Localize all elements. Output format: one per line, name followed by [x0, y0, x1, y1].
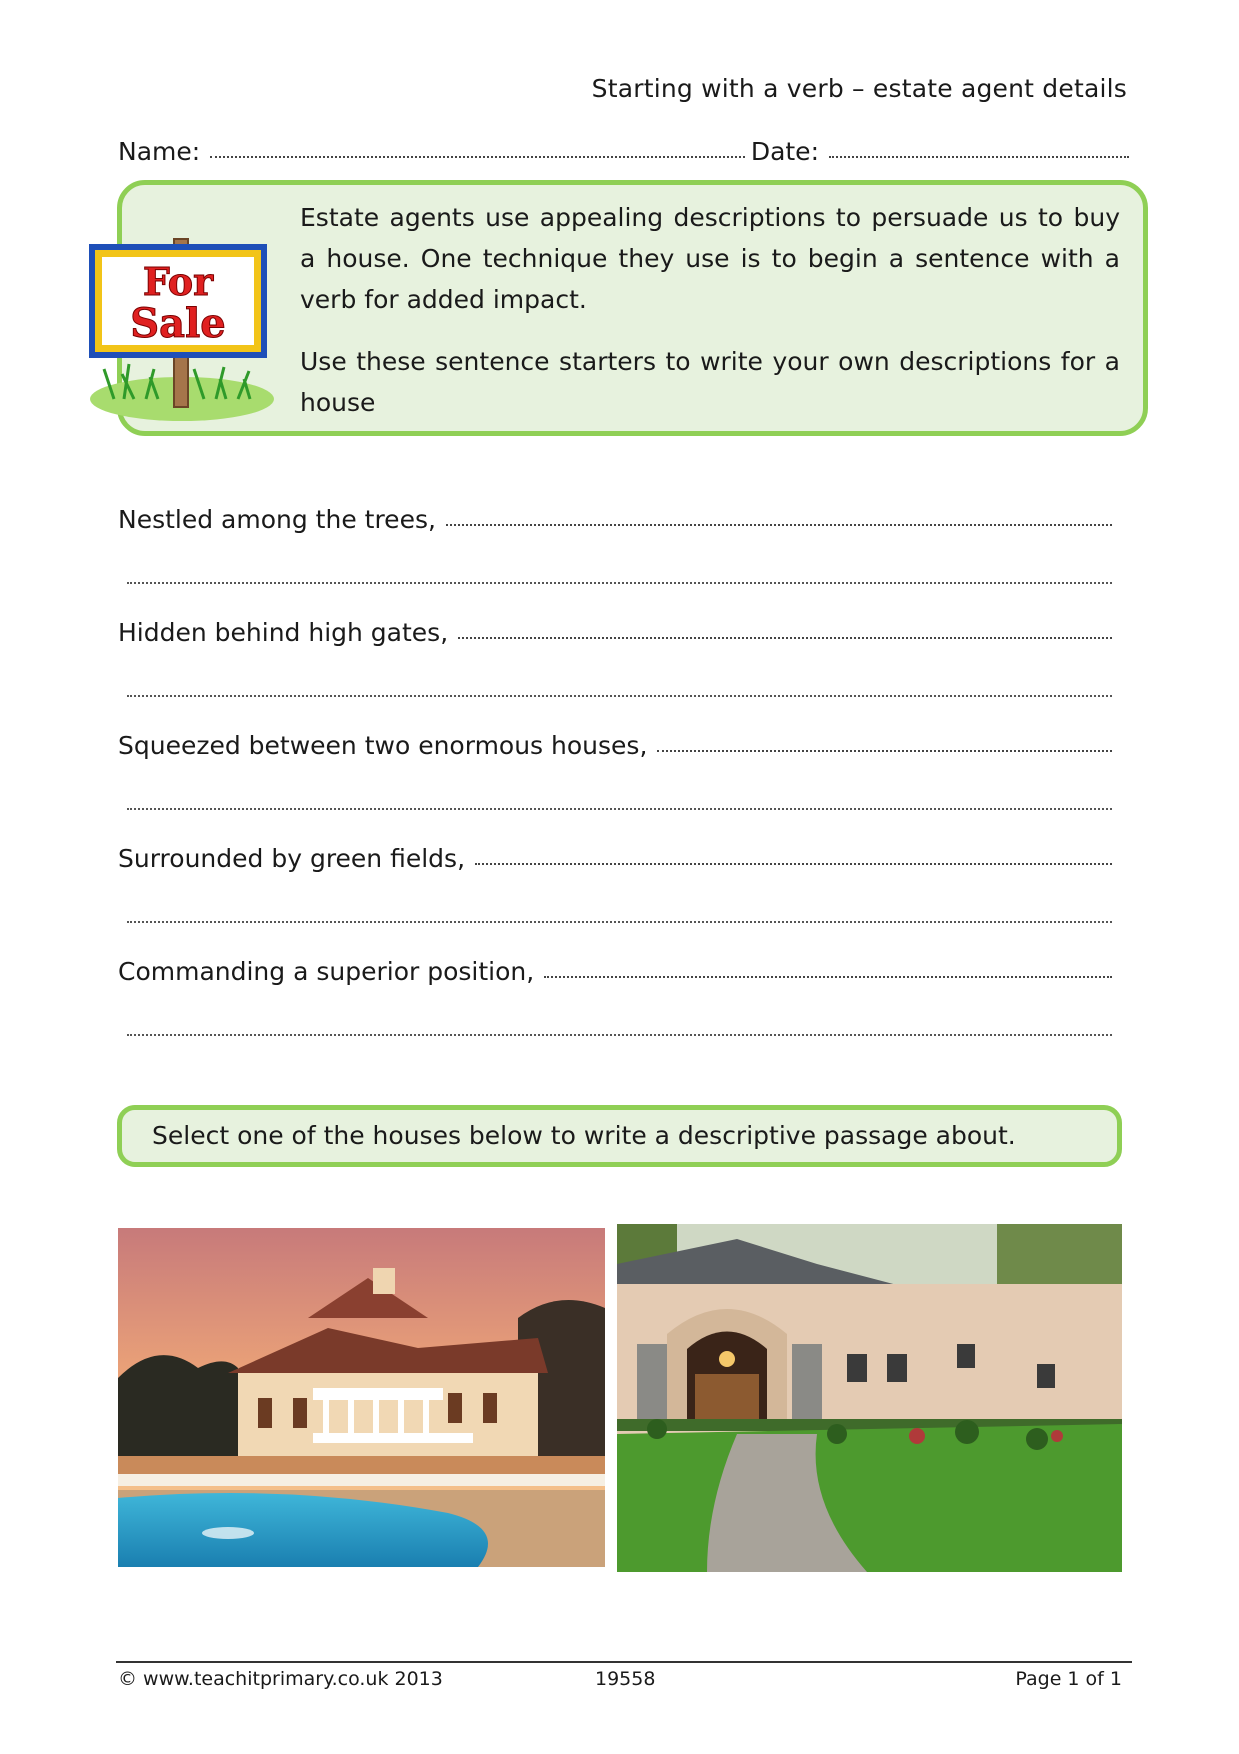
name-label: Name: [118, 137, 201, 166]
starter-row-4 [118, 839, 1118, 873]
for-sale-sign-icon [74, 229, 274, 429]
starter-answer-field[interactable] [544, 975, 1112, 978]
house-photo-pool [118, 1228, 605, 1567]
starter-label: Surrounded by green fields, [118, 844, 466, 873]
intro-text [300, 197, 1120, 444]
intro-box [117, 180, 1148, 436]
name-date-row [118, 132, 1129, 166]
starter-label: Commanding a superior position, [118, 957, 535, 986]
sign-text-sale: Sale [130, 300, 226, 347]
starter-label: Hidden behind high gates, [118, 618, 449, 647]
answer-line[interactable] [127, 920, 1112, 923]
starter-answer-field[interactable] [446, 523, 1112, 526]
starter-label: Nestled among the trees, [118, 505, 436, 534]
date-label: Date: [750, 137, 819, 166]
footer-code: 19558 [595, 1668, 656, 1690]
starter-row-5 [118, 952, 1118, 986]
footer-page-number: Page 1 of 1 [1015, 1668, 1122, 1690]
footer-divider [116, 1661, 1132, 1663]
answer-line[interactable] [127, 694, 1112, 697]
starter-answer-field[interactable] [657, 749, 1112, 752]
instruction-box: Select one of the houses below to write a descriptive passage about. [117, 1105, 1122, 1167]
name-field[interactable] [210, 155, 745, 158]
starter-row-3 [118, 726, 1118, 760]
intro-paragraph-1: Estate agents use appealing descriptions to persuade us to buy a house. One technique they use is to begin a sentence with a verb for added impact. [300, 203, 1120, 314]
footer-copyright: © www.teachitprimary.co.uk 2013 [118, 1668, 443, 1690]
starter-row-1 [118, 500, 1118, 534]
intro-paragraph-2: Use these sentence starters to write your own descriptions for a house [300, 347, 1120, 417]
sign-text-for: For [142, 259, 214, 304]
answer-line[interactable] [127, 581, 1112, 584]
answer-line[interactable] [127, 1033, 1112, 1036]
answer-line[interactable] [127, 807, 1112, 810]
date-field[interactable] [829, 155, 1129, 158]
house-photo-lawn [617, 1224, 1122, 1572]
starter-row-2 [118, 613, 1118, 647]
starter-answer-field[interactable] [458, 636, 1112, 639]
worksheet-title: Starting with a verb – estate agent details [591, 74, 1127, 103]
starter-label: Squeezed between two enormous houses, [118, 731, 648, 760]
starter-answer-field[interactable] [475, 862, 1112, 865]
